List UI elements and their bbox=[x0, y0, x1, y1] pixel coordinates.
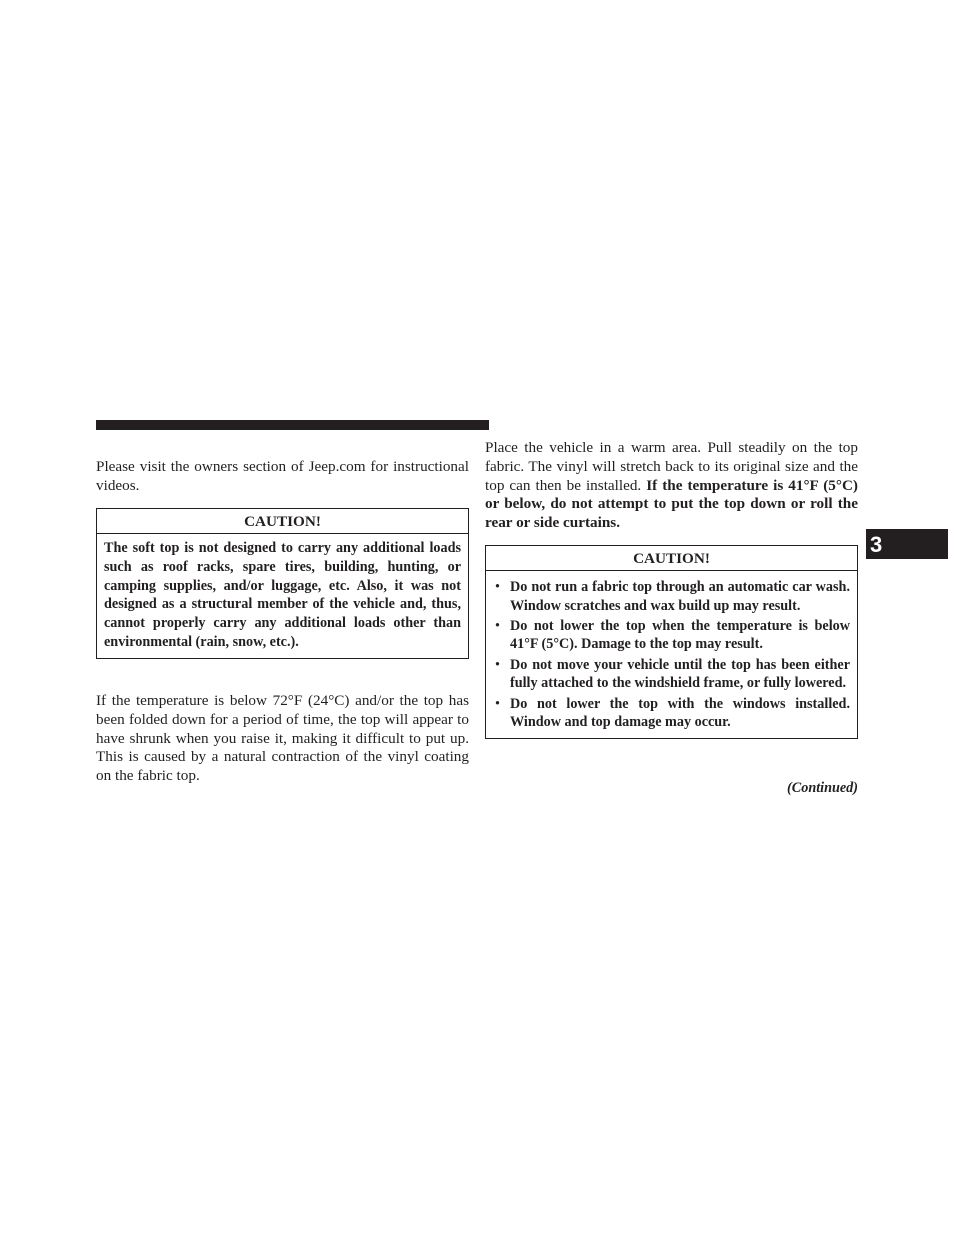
caution-list bbox=[486, 571, 857, 738]
caution-item: • Do not lower the top with the windows installed. Window and top damage may occur. bbox=[495, 695, 850, 731]
caution-item: • Do not lower the top when the temperature is below 41°F (5°C). Damage to the top may result. bbox=[495, 617, 850, 653]
caution-heading: CAUTION! bbox=[97, 509, 468, 534]
caution-box-right bbox=[485, 545, 858, 739]
bullet-icon: • bbox=[495, 695, 500, 712]
temperature-paragraph: If the temperature is below 72°F (24°C) and/or the top has been folded down for a period of time, the top will appear to have shrunk when you raise it, making it difficult to put up. This is caused by a natural contraction of the vinyl coating on the fabric top. bbox=[96, 692, 469, 785]
warm-area-text: Place the vehicle in a warm area. Pull steadily on the top fabric. The vinyl will stretch back to its original size and the top can then be installed. bbox=[485, 439, 858, 494]
caution-text: The soft top is not designed to carry any additional loads such as roof racks, spare tires, building, hunting, or camping supplies, and/or luggage, etc. Also, it was not designed as a structural member of the vehicle and, thus, cannot properly carry any additional loads other than environmental (rain, snow, etc.). bbox=[104, 540, 461, 650]
continued-label: (Continued) bbox=[787, 780, 858, 796]
intro-paragraph: Please visit the owners section of Jeep.com for instructional videos. bbox=[96, 458, 469, 494]
bullet-icon: • bbox=[495, 656, 500, 673]
caution-heading: CAUTION! bbox=[486, 546, 857, 571]
bullet-icon: • bbox=[495, 579, 500, 595]
caution-item: • Do not move your vehicle until the top has been either fully attached to the windshield frame, or fully lowered. bbox=[495, 656, 850, 692]
chapter-number: 3 bbox=[870, 532, 883, 557]
bullet-icon: • bbox=[495, 617, 500, 634]
warm-area-paragraph bbox=[485, 439, 858, 533]
section-rule bbox=[96, 420, 489, 430]
caution-item: • Do not run a fabric top through an automatic car wash. Window scratches and wax build up may result. bbox=[495, 579, 850, 614]
chapter-tab bbox=[866, 529, 948, 559]
caution-box-left bbox=[96, 508, 469, 659]
temperature-warning: If the temperature is 41°F (5°C) or below, do not attempt to put the top down or roll the rear or side curtains. bbox=[485, 476, 858, 532]
